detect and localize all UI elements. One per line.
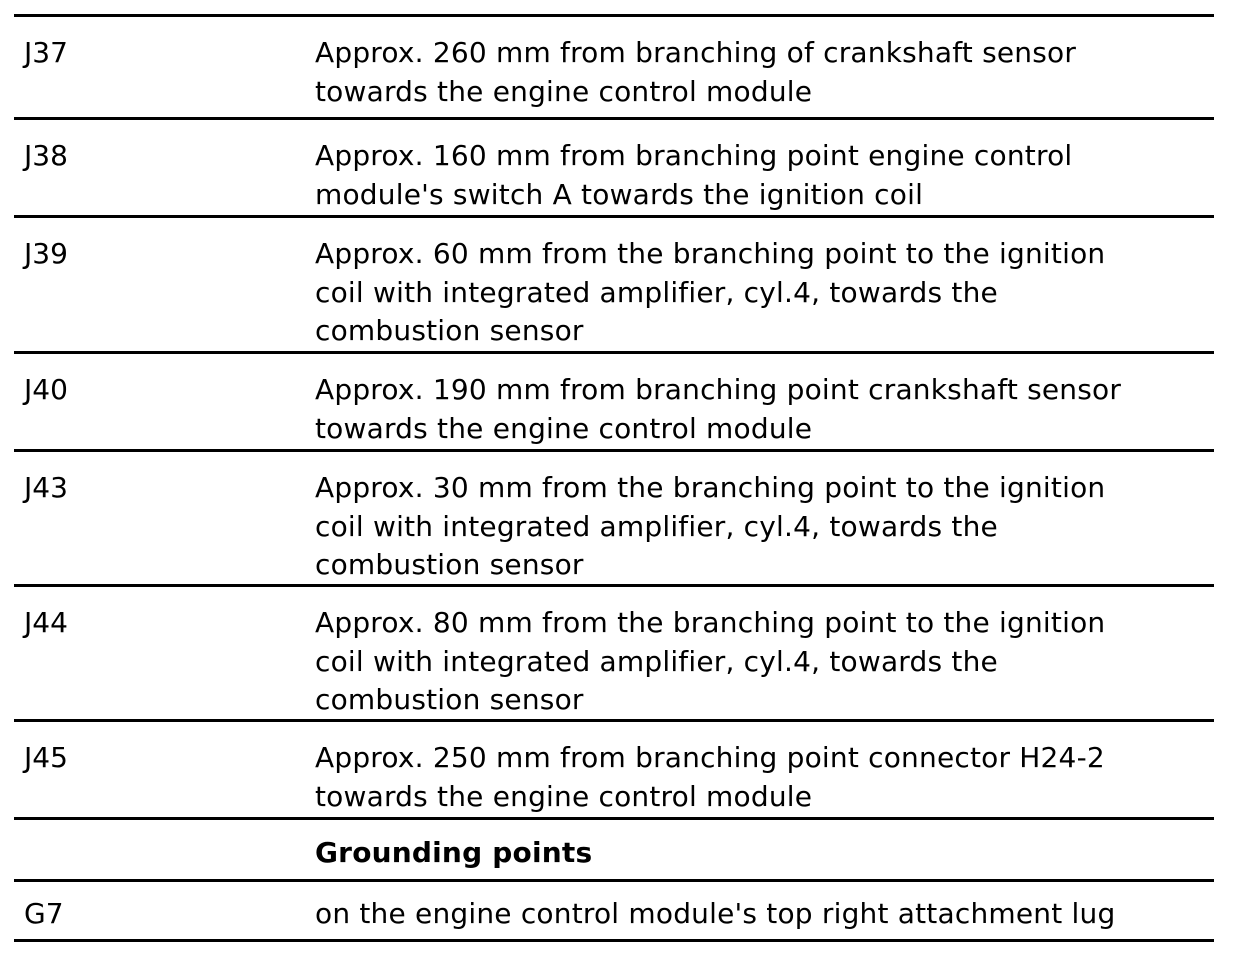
row-code: G7 <box>24 897 64 930</box>
row-description <box>315 120 1214 215</box>
description-line: coil with integrated amplifier, cyl.4, towards the <box>315 509 998 543</box>
table-row <box>14 117 1214 215</box>
table-row <box>14 449 1214 584</box>
row-description <box>315 17 1214 117</box>
row-description <box>315 452 1214 584</box>
table-row <box>14 584 1214 719</box>
empty-code-cell <box>14 820 315 879</box>
description-line: combustion sensor <box>315 314 584 347</box>
row-description <box>315 587 1214 719</box>
description-line: towards the engine control module <box>315 74 813 108</box>
row-description <box>315 882 1214 939</box>
row-description <box>315 354 1214 449</box>
description-line: towards the engine control module <box>315 411 813 445</box>
connection-points-table <box>14 14 1214 942</box>
description-line: combustion sensor <box>315 548 584 581</box>
row-code: J45 <box>24 741 68 774</box>
description-line: towards the engine control module <box>315 779 813 813</box>
row-code: J40 <box>24 373 68 406</box>
section-heading: Grounding points <box>315 836 593 869</box>
description-line: Approx. 80 mm from the branching point to the ignition <box>315 606 1106 639</box>
row-code: J39 <box>24 237 68 270</box>
row-description <box>315 218 1214 351</box>
table-row <box>14 215 1214 351</box>
section-heading-row <box>14 817 1214 879</box>
table-row <box>14 879 1214 942</box>
description-line: module's switch A towards the ignition coil <box>315 177 924 211</box>
description-line: Approx. 30 mm from the branching point to the ignition <box>315 471 1106 504</box>
description-line: coil with integrated amplifier, cyl.4, towards the <box>315 644 998 678</box>
description-line: on the engine control module's top right attachment lug <box>315 897 1116 930</box>
table-row <box>14 14 1214 117</box>
description-line: Approx. 190 mm from branching point crankshaft sensor <box>315 373 1122 406</box>
description-line: Approx. 160 mm from branching point engine control <box>315 139 1073 172</box>
row-code: J38 <box>24 139 68 172</box>
description-line: combustion sensor <box>315 683 584 716</box>
table-row <box>14 719 1214 817</box>
description-line: Approx. 260 mm from branching of crankshaft sensor <box>315 36 1077 69</box>
row-code: J44 <box>24 606 68 639</box>
description-line: Approx. 60 mm from the branching point to the ignition <box>315 237 1106 270</box>
description-line: Approx. 250 mm from branching point connector H24-2 <box>315 741 1105 774</box>
row-code: J37 <box>24 36 68 69</box>
row-description <box>315 722 1214 817</box>
row-code: J43 <box>24 471 68 504</box>
description-line: coil with integrated amplifier, cyl.4, towards the <box>315 275 998 309</box>
table-row <box>14 351 1214 449</box>
